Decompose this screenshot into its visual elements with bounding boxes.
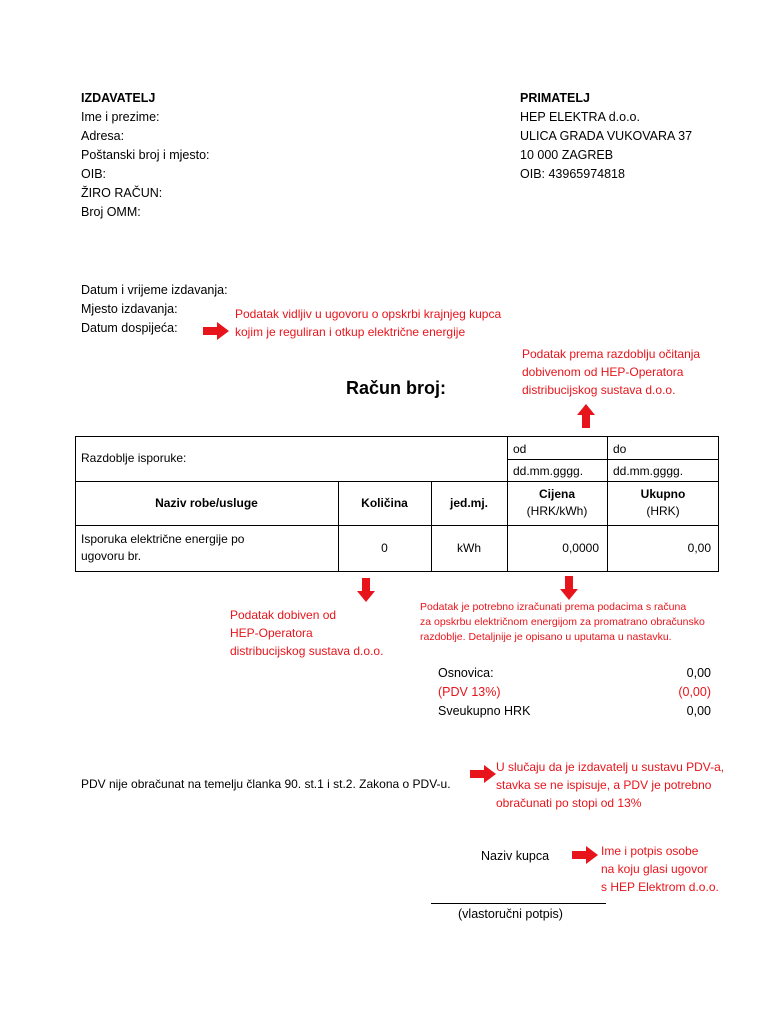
- due-date-label: Datum dospijeća:: [81, 321, 178, 335]
- recipient-street: ULICA GRADA VUKOVARA 37: [520, 129, 693, 143]
- header-name: Naziv robe/usluge: [155, 496, 258, 510]
- recipient-heading: PRIMATELJ: [520, 91, 590, 105]
- period-label-text: Razdoblje isporuke:: [81, 451, 187, 465]
- signature-label: (vlastoručni potpis): [458, 907, 563, 921]
- arrow-down-icon: [560, 576, 578, 600]
- recipient-company: HEP ELEKTRA d.o.o.: [520, 110, 640, 124]
- issuer-address-label: Adresa:: [81, 129, 125, 143]
- header-unit: jed.mj.: [449, 496, 488, 510]
- issue-place-label: Mjesto izdavanja:: [81, 302, 178, 316]
- arrow-right-icon: [470, 765, 496, 783]
- row-name: Isporuka električne energije po ugovoru br.: [81, 532, 245, 563]
- customer-label: Naziv kupca: [481, 849, 550, 863]
- note-period: Podatak prema razdoblju očitanja dobivenom od HEP-Operatora distribucijskog sustava d.o.o.: [522, 347, 701, 397]
- note-signer: Ime i potpis osobe na koju glasi ugovor s HEP Elektrom d.o.o.: [601, 844, 719, 894]
- note-quantity: Podatak dobiven od HEP-Operatora distribucijskog sustava d.o.o.: [230, 608, 384, 658]
- issuer-oib-label: OIB:: [81, 167, 107, 181]
- note-price: Podatak je potrebno izračunati prema podacima s računa za opskrbu električnom energijom za promatrano obračunsko razdoblje. Detaljnije je opisano u uputama u nastavku.: [420, 601, 705, 643]
- signature-line: [431, 903, 606, 904]
- issuer-name-label: Ime i prezime:: [81, 110, 160, 124]
- row-unit: kWh: [457, 541, 481, 555]
- issuer-heading: IZDAVATELJ: [81, 91, 156, 105]
- issuer-account-label: ŽIRO RAČUN:: [81, 186, 163, 200]
- base-value: 0,00: [686, 666, 711, 680]
- total-label: Sveukupno HRK: [438, 704, 531, 718]
- arrow-down-icon: [357, 578, 375, 602]
- row-total: 0,00: [687, 541, 711, 555]
- header-qty: Količina: [361, 496, 408, 510]
- issuer-omm-label: Broj OMM:: [81, 205, 141, 219]
- vat-value: (0,00): [678, 685, 711, 699]
- total-value: 0,00: [686, 704, 711, 718]
- vat-label: (PDV 13%): [438, 685, 501, 699]
- arrow-right-icon: [203, 322, 229, 340]
- invoice-title: Račun broj:: [346, 378, 447, 398]
- issuer-postal-label: Poštanski broj i mjesto:: [81, 148, 210, 162]
- issue-datetime-label: Datum i vrijeme izdavanja:: [81, 283, 228, 297]
- period-from-label: od: [513, 442, 527, 456]
- arrow-right-icon: [572, 846, 598, 864]
- period-from-value: dd.mm.gggg.: [513, 464, 584, 478]
- row-qty: 0: [381, 541, 388, 555]
- note-contract: Podatak vidljiv u ugovoru o opskrbi krajnjeg kupca kojim je reguliran i otkup električne energije: [235, 307, 502, 339]
- header-price: Cijena (HRK/kWh): [526, 487, 588, 518]
- period-to-value: dd.mm.gggg.: [613, 464, 684, 478]
- arrow-up-icon: [577, 404, 595, 428]
- header-total: Ukupno (HRK): [640, 487, 686, 518]
- recipient-oib: OIB: 43965974818: [520, 167, 625, 181]
- vat-statement: PDV nije obračunat na temelju članka 90. st.1 i st.2. Zakona o PDV-u.: [81, 777, 451, 791]
- recipient-city: 10 000 ZAGREB: [520, 148, 614, 162]
- period-to-label: do: [613, 442, 627, 456]
- note-vat: U slučaju da je izdavatelj u sustavu PDV-a, stavka se ne ispisuje, a PDV je potrebno obračunati po stopi od 13%: [496, 760, 725, 810]
- base-label: Osnovica:: [438, 666, 494, 680]
- row-price: 0,0000: [562, 541, 599, 555]
